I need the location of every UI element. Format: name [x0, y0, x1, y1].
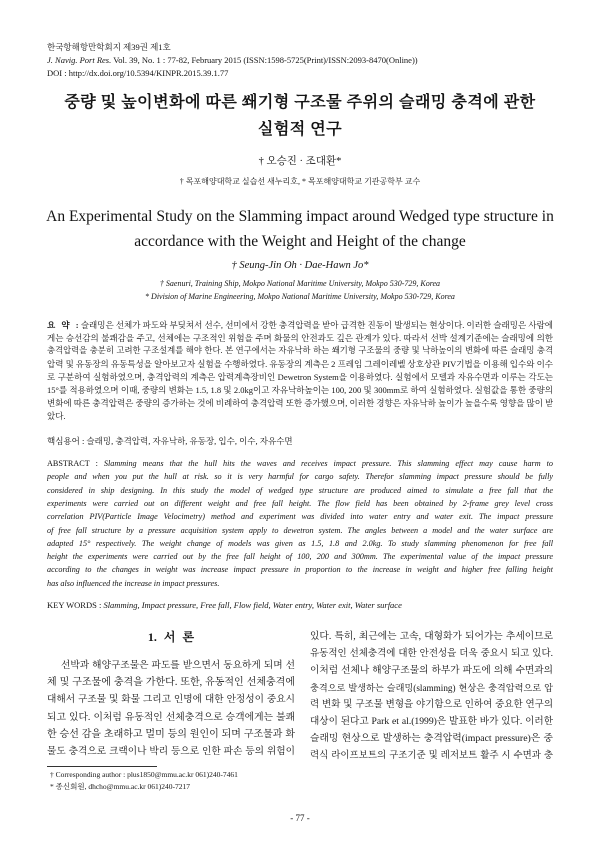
footnote-rule — [47, 766, 157, 767]
affiliation-en-line: † Saenuri, Training Ship, Mokpo National Maritime University, Mokpo 530-729, Korea — [159, 279, 441, 288]
affiliation-ko: † 목포해양대학교 실습선 새누리호, * 목포해양대학교 기관공학부 교수 — [179, 177, 421, 186]
title-en-line: An Experimental Study on the Slamming impact around Wedged type structure in — [46, 208, 554, 225]
authors-en: † Seung-Jin Oh · Dae-Hawn Jo* — [231, 260, 369, 271]
abstract-en-line: adapted 15° respectively. The weight change of models was given as 1.5, 1.8 and 2.0kg. To study slamming phenomenon for free fall — [47, 539, 553, 548]
body-right-line: 이처럼 선체나 해양구조물의 하부가 파도에 의해 수면과의 — [310, 665, 553, 676]
authors-ko: † 오승진 · 조대환* — [258, 156, 342, 167]
keywords-ko-text: 슬래밍, 충격압력, 자유낙하, 유동장, 입수, 이수, 자유수면 — [86, 436, 293, 446]
journal-abbreviation: J. Navig. Port Res. — [47, 55, 112, 65]
abstract-en-line: experiments were carried out on different weight and free fall height. The flow field has been obtained by 2-frame grey level cross — [47, 499, 553, 508]
keywords-en-text: Slamming, Impact pressure, Free fall, Flow field, Water entry, Water exit, Water surface — [103, 600, 402, 610]
doi: DOI : http://dx.doi.org/10.5394/KINPR.2015.39.1.77 — [47, 68, 229, 78]
abstract-ko-text: 슬래밍은 선체가 파도와 부딪쳐서 선수, 선미에서 강한 충격압력을 받아 급격한 진동이 발생되는 현상이다. 이러한 슬래밍은 사람에 — [80, 320, 553, 330]
abstract-en-line: height the experiments were carried out by the free fall height of 100, 200 and 300mm. The experimental value of the impact pressure — [47, 552, 553, 561]
keywords-ko-label: 핵심용어 : — [47, 436, 85, 446]
abstract-en-line: has also influenced the increase in impact pressures. — [47, 579, 220, 588]
affiliation-en-line: * Division of Marine Engineering, Mokpo National Maritime University, Mokpo 530-729, Korea — [145, 292, 455, 301]
abstract-en-line: of free fall structure by a pressure acquisition system apply to dewetron system. The angles between a model and the water surface are — [47, 526, 553, 535]
body-right-line: 력 변화 및 구조물 변형을 야기함으로 인하여 중요한 연구의 — [310, 700, 553, 710]
keywords-en — [47, 599, 553, 611]
volume-info: Vol. 39, No. 1 : 77-82, February 2015 (ISSN:1598-5725(Print)/ISSN:2093-8470(Online)) — [113, 55, 418, 65]
abstract-en-line — [47, 458, 553, 470]
body-right-line: 슬래밍 현상으로 발생하는 충격압력(impact pressure)은 중 — [310, 733, 553, 744]
keywords-en-label: KEY WORDS : — [47, 600, 102, 610]
keywords-ko — [47, 435, 553, 447]
abstract-en-line: people and when you put the hull at risk. so it is very harmful for cargo safety. Therefor slamming impact pressure should be fully — [47, 472, 553, 481]
abstract-ko-line: 충격압력을 충분히 고려한 구조설계를 해야 한다. 본 연구에서는 자유낙하 하는 쐐기형 구조물의 중량 및 낙하높이의 변화에 따른 슬래밍 충격 — [47, 346, 553, 355]
body-left-line: 되고 있다. 이처럼 유동적인 선체충격으로 승객에게는 불쾌 — [47, 712, 295, 723]
abstract-ko-line: 압력 및 유동장의 유동특성을 알아보고자 실험을 수행하였다. 유동장의 계측은 2 프레임 그레이레벨 상호상관 PIV기법을 이용해 입수와 이수 — [47, 359, 553, 369]
footnote: † Corresponding author : plus1850@mmu.ac.kr 061)240-7461 — [50, 770, 238, 779]
body-right-line: 충격으로 발생하는 슬래밍(slamming) 현상은 충격압력으로 압 — [310, 683, 553, 693]
body-left-line: 대해서 구조물 및 화물 그리고 인명에 대한 안정성이 중요시 — [47, 694, 295, 705]
body-right-line: 있다. 특히, 최근에는 고속, 대형화가 되어가는 추세이므로 — [310, 631, 553, 642]
abstract-en-line: considered in ship designing. In this study the model of wedged type structure are produced aimed to simulate a free fall that the — [47, 486, 553, 495]
journal-name: 한국항해항만학회지 제39권 제1호 — [47, 42, 171, 52]
body-left-line: 물도 충격으로 크랙이나 박리 등으로 인한 파손 등의 위험이 — [47, 746, 295, 757]
abstract-ko-line: 로 구분하여 실험하였으며, 충격압력의 계측은 압력계측장비인 Dewetron System을 이용하였다. 실험에서 모델과 자유수면과 이루는 각도는 — [47, 372, 553, 382]
section-heading: 1. 서 론 — [147, 630, 195, 644]
abstract-en-line: according to the changes in weight was increase impact pressure in proportion to the increase in weight and higher free falling height — [47, 565, 553, 574]
title-ko-line: 중량 및 높이변화에 따른 쐐기형 구조물 주위의 슬래밍 충격에 관한 — [64, 94, 536, 111]
body-left-line: 체 및 구조물에 충격을 가한다. 또한, 유동적인 선체충격에 — [47, 677, 295, 688]
abstract-ko-line — [47, 319, 553, 331]
footnote: * 종신회원, dhcho@mmu.ac.kr 061)240-7217 — [50, 782, 191, 791]
body-right-line: 유동적인 선체충격에 대한 안전성을 더욱 중요시 되고 있다. — [310, 649, 553, 659]
abstract-en-label: ABSTRACT : — [47, 459, 98, 468]
abstract-ko-line: 15°를 적용하였으며 이때, 중량의 변화는 1.5, 1.8 및 2.0kg이고 자유낙하높이는 100, 200 및 300mm로 하여 실험하였다. 실험값을 통한 중량의 — [47, 385, 553, 395]
body-right-line: 력식 라이프보트의 구조기준 및 레저보트 활주 시 수면과 충 — [310, 751, 553, 761]
abstract-ko-line: 변화에 따른 충격압력은 중량의 증가하는 것에 비례하여 충격압력 또한 증가했으며, 이러한 경향은 자유낙하 높이가 높을수록 영향을 많이 받 — [47, 398, 553, 408]
abstract-en-line: correlation PIV(Particle Image Velocimetry) method and experiment was divided into water entry and water exit. The impact pressure — [47, 512, 553, 521]
abstract-ko-label: 요 약 : — [47, 320, 79, 330]
body-right-line: 대상이 된다고 Park et al.(1999)은 발표한 바가 있다. 이러한 — [310, 716, 553, 727]
abstract-en-text: Slamming means that the hull hits the waves and receives impact pressure. This slamming effect may cause harm to — [103, 459, 553, 468]
page-number: - 77 - — [290, 813, 310, 823]
title-en-line: accordance with the Weight and Height of the change — [134, 233, 466, 250]
abstract-ko-line: 게는 승선감의 불쾌감을 주고, 선체에는 구조적인 위험을 주며 화물의 안전과도 깊은 관계가 있다. 따라서 선박 설계기준에는 슬래밍에 의한 — [47, 333, 553, 343]
title-ko-line: 실험적 연구 — [257, 121, 343, 138]
journal-citation — [47, 55, 553, 66]
abstract-ko-line: 았다. — [47, 411, 66, 421]
body-left-line: 선박과 해양구조물은 파도를 받으면서 동요하게 되며 선 — [61, 660, 295, 671]
body-left-line: 한 승선 감을 초래하고 멀미 등의 원인이 되며 구조물과 화 — [47, 729, 295, 740]
